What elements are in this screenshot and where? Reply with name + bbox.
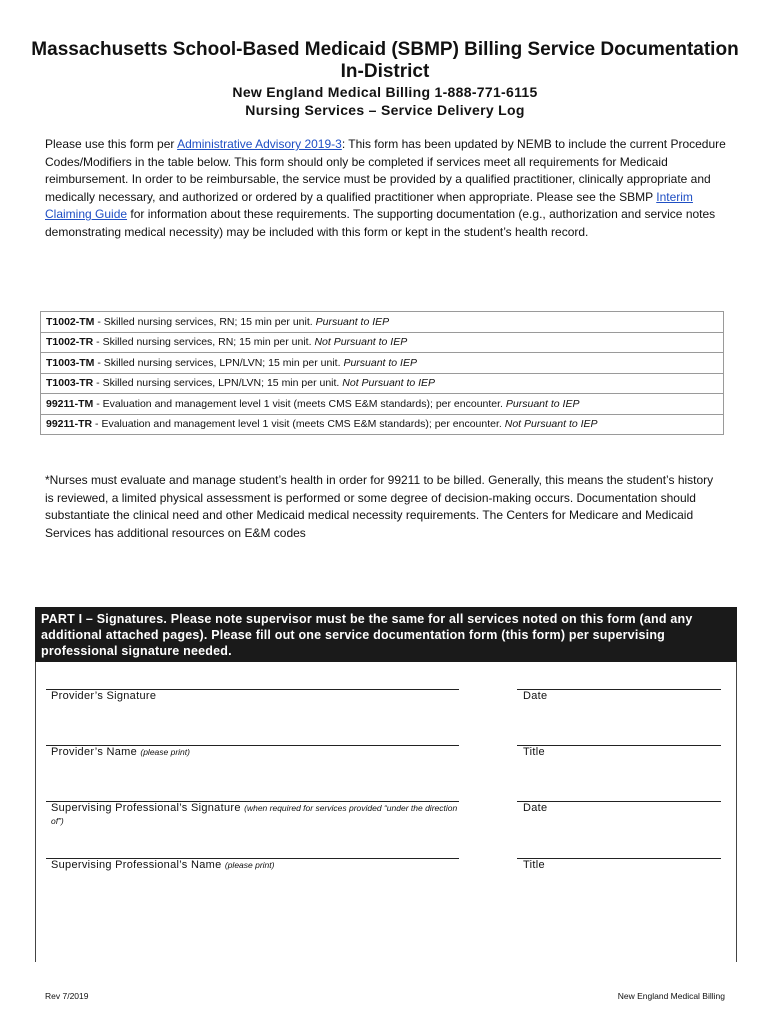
provider-title-label: Title [523,746,545,758]
intro-text-2: : This form has been updated by NEMB to include the current Procedure Codes/Modifiers in the table below. This form should only be completed if services meet all requirements for Medicaid reimbursement. In order to be reimbursable, the service must be provided by a qualified practitioner, clinically appropriate and medically necessary, and authorized or ordered by a qualified practitioner when appropriate. Please see the SBMP [45,137,726,204]
code-iep-note: Not Pursuant to IEP [504,418,598,431]
code-id: T1002-TR [46,336,94,349]
provider-date-label: Date [523,690,548,702]
document-title: Massachusetts School-Based Medicaid (SBMP) Billing Service Documentation [31,39,739,60]
supervising-title-label: Title [523,859,545,871]
revision-date: Rev 7/2019 [45,991,89,1001]
code-cell [41,414,724,435]
document-title-line2: In-District [340,61,430,82]
code-id: 99211-TM [46,397,94,410]
supervising-name-label [51,859,274,872]
table-row [41,394,724,415]
provider-date-line[interactable] [517,689,721,690]
table-row [41,312,724,333]
code-id: T1003-TR [46,377,94,390]
code-iep-note: Pursuant to IEP [315,315,390,328]
supervising-date-line[interactable] [517,801,721,802]
footer-company: New England Medical Billing [617,991,725,1001]
provider-name-label [51,746,190,759]
intro-text-3: for information about these requirements. The supporting documentation (e.g., authorization and service notes demonstrating medical necessity) may be included with this form or kept in the student’s health record. [45,207,716,239]
interim-claiming-guide-link[interactable]: Interim Claiming Guide [45,189,693,221]
provider-signature-label: Provider’s Signature [51,690,157,702]
supervising-signature-label [51,802,461,828]
please-print-hint: (please print) [224,860,275,870]
code-description: - Evaluation and management level 1 visit (meets CMS E&M standards); per encounter. [92,418,505,431]
code-iep-note: Not Pursuant to IEP [314,336,408,349]
table-row [41,373,724,394]
code-id: T1003-TM [46,356,95,369]
company-phone: New England Medical Billing 1-888-771-6115 [232,84,538,100]
part1-heading: PART I – Signatures. Please note supervisor must be the same for all services noted on this form (and any additional attached pages). Please fill out one service documentation form (this form) per supervising professional signature needed. [35,607,737,662]
procedure-codes-table [40,311,724,435]
table-row [41,353,724,374]
code-iep-note: Pursuant to IEP [505,397,580,410]
code-cell [41,394,724,415]
supervising-title-line[interactable] [517,858,721,859]
intro-text-1: Please use this form per [45,137,178,151]
code-id: 99211-TR [46,418,93,431]
code-cell [41,312,724,333]
intro-paragraph [45,136,730,241]
please-print-hint: (please print) [140,747,190,757]
provider-name-text: Provider’s Name [51,746,138,758]
table-row [41,332,724,353]
provider-title-line[interactable] [517,745,721,746]
code-description: - Skilled nursing services, LPN/LVN; 15 min per unit. [94,356,344,369]
supervising-name-text: Supervising Professional’s Name [51,859,222,871]
administrative-advisory-link[interactable]: Administrative Advisory 2019-3 [177,137,342,151]
code-description: - Evaluation and management level 1 visit (meets CMS E&M standards); per encounter. [93,397,506,410]
code-iep-note: Not Pursuant to IEP [342,377,436,390]
code-id: T1002-TM [46,315,95,328]
supervising-date-label: Date [523,802,548,814]
supervising-signature-text: Supervising Professional’s Signature [51,802,241,814]
table-row [41,414,724,435]
code-cell [41,332,724,353]
supervising-signature-hint: (when required for services provided “under the direction of”) [51,803,458,826]
code-cell [41,373,724,394]
code-description: - Skilled nursing services, LPN/LVN; 15 min per unit. [93,377,343,390]
em-codes-note: *Nurses must evaluate and manage student’s health in order for 99211 to be billed. Generally, this means the student’s history is reviewed, a limited physical assessment is performed or some degree of decision-making occurs. Documentation should substantiate the clinical need and other Medicaid medical necessity requirements. The Centers for Medicare and Medicaid Services has additional resources on E&M codes [45,473,714,540]
form-subtitle: Nursing Services – Service Delivery Log [245,102,525,118]
code-description: - Skilled nursing services, RN; 15 min per unit. [93,336,315,349]
code-cell [41,353,724,374]
code-description: - Skilled nursing services, RN; 15 min per unit. [94,315,316,328]
code-iep-note: Pursuant to IEP [343,356,417,369]
